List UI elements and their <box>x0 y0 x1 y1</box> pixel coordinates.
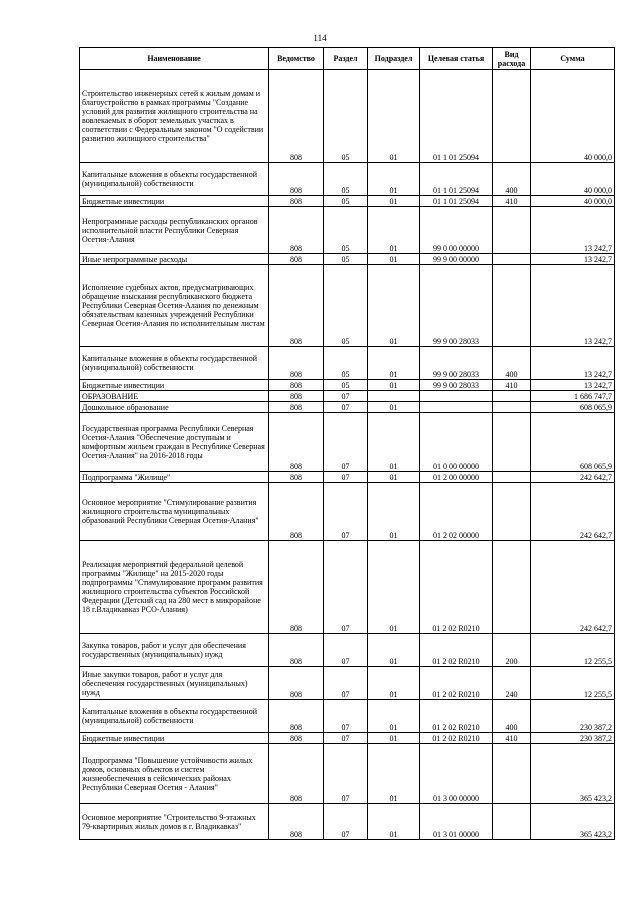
cell-expense-type: 400 <box>493 163 531 196</box>
cell-sum: 13 242,7 <box>531 347 615 380</box>
cell-expense-type <box>493 744 531 804</box>
cell-expense-type: 410 <box>493 733 531 744</box>
cell-department: 808 <box>269 413 324 472</box>
cell-expense-type: 240 <box>493 667 531 700</box>
cell-sum: 230 387,2 <box>531 700 615 733</box>
cell-name: Непрограммные расходы республиканских органов исполнительной власти Республики Северная Осетия-Алания <box>80 207 269 254</box>
cell-department: 808 <box>269 634 324 667</box>
cell-subsection: 01 <box>368 265 420 347</box>
table-row <box>80 472 615 483</box>
cell-sum: 230 387,2 <box>531 733 615 744</box>
cell-target-article: 99 9 00 00000 <box>420 254 493 265</box>
table-row <box>80 744 615 804</box>
cell-sum: 365 423,2 <box>531 744 615 804</box>
cell-expense-type <box>493 472 531 483</box>
cell-name: Государственная программа Республики Северная Осетия-Алания "Обеспечение доступным и комфортным жильем граждан в Республике Северная Осетия-Алания" на 2016-2018 годы <box>80 413 269 472</box>
cell-sum: 13 242,7 <box>531 254 615 265</box>
cell-expense-type: 410 <box>493 196 531 207</box>
cell-subsection: 01 <box>368 667 420 700</box>
table-row <box>80 70 615 163</box>
header-expense-type: Вид расхода <box>493 48 531 70</box>
table-row <box>80 483 615 541</box>
cell-subsection <box>368 391 420 402</box>
header-section: Раздел <box>324 48 368 70</box>
cell-name: Капитальные вложения в объекты государственной (муниципальной) собственности <box>80 163 269 196</box>
cell-department: 808 <box>269 541 324 634</box>
cell-section: 07 <box>324 391 368 402</box>
table-row <box>80 413 615 472</box>
cell-target-article <box>420 391 493 402</box>
table-row <box>80 700 615 733</box>
cell-name: Основное мероприятие "Стимулирование развития жилищного строительства муниципальных образований Республики Северная Осетия-Алания" <box>80 483 269 541</box>
cell-expense-type <box>493 413 531 472</box>
cell-section: 05 <box>324 70 368 163</box>
cell-name: Основное мероприятие "Строительство 9-этажных 79-квартирных жилых домов в г. Владикавказ" <box>80 804 269 840</box>
table-row <box>80 347 615 380</box>
table-row <box>80 541 615 634</box>
table-row <box>80 207 615 254</box>
cell-department: 808 <box>269 733 324 744</box>
cell-target-article: 01 1 01 25094 <box>420 163 493 196</box>
cell-subsection: 01 <box>368 541 420 634</box>
table-row <box>80 667 615 700</box>
table-header-row <box>80 48 615 70</box>
cell-sum: 40 000,0 <box>531 196 615 207</box>
cell-expense-type: 410 <box>493 380 531 391</box>
cell-department: 808 <box>269 265 324 347</box>
cell-name: Бюджетные инвестиции <box>80 196 269 207</box>
cell-sum: 13 242,7 <box>531 207 615 254</box>
cell-sum: 13 242,7 <box>531 380 615 391</box>
cell-expense-type <box>493 254 531 265</box>
table-row <box>80 402 615 413</box>
cell-target-article: 01 2 02 R0210 <box>420 667 493 700</box>
cell-target-article: 01 2 02 R0210 <box>420 700 493 733</box>
cell-subsection: 01 <box>368 402 420 413</box>
cell-section: 07 <box>324 402 368 413</box>
cell-subsection: 01 <box>368 733 420 744</box>
cell-expense-type <box>493 402 531 413</box>
cell-section: 05 <box>324 265 368 347</box>
cell-expense-type: 400 <box>493 700 531 733</box>
cell-section: 05 <box>324 347 368 380</box>
table-row <box>80 265 615 347</box>
cell-target-article: 01 2 02 R0210 <box>420 634 493 667</box>
table-row <box>80 196 615 207</box>
cell-target-article: 01 2 00 00000 <box>420 472 493 483</box>
table-row <box>80 254 615 265</box>
cell-target-article: 01 1 01 25094 <box>420 70 493 163</box>
cell-name: Строительство инженерных сетей к жилым домам и благоустройство в рамках программы "Создание условий для развития жилищного строительства на вовлекаемых в оборот земельных участках в соответствии с Федеральным законом "О содействии развитию жилищного строительства" <box>80 70 269 163</box>
cell-subsection: 01 <box>368 196 420 207</box>
cell-subsection: 01 <box>368 413 420 472</box>
table-row <box>80 804 615 840</box>
cell-subsection: 01 <box>368 483 420 541</box>
table-body <box>80 70 615 840</box>
cell-target-article: 99 9 00 28033 <box>420 347 493 380</box>
cell-department: 808 <box>269 254 324 265</box>
header-name: Наименование <box>80 48 269 70</box>
cell-section: 07 <box>324 483 368 541</box>
cell-department: 808 <box>269 744 324 804</box>
cell-expense-type: 400 <box>493 347 531 380</box>
cell-department: 808 <box>269 700 324 733</box>
cell-sum: 608 065,9 <box>531 413 615 472</box>
cell-target-article: 01 3 01 00000 <box>420 804 493 840</box>
cell-name: Иные непрограммные расходы <box>80 254 269 265</box>
cell-sum: 608 065,9 <box>531 402 615 413</box>
cell-expense-type <box>493 541 531 634</box>
cell-department: 808 <box>269 472 324 483</box>
table-row <box>80 634 615 667</box>
cell-department: 808 <box>269 402 324 413</box>
page-number: 114 <box>313 33 327 43</box>
cell-section: 07 <box>324 541 368 634</box>
table-row <box>80 380 615 391</box>
cell-target-article: 01 3 00 00000 <box>420 744 493 804</box>
cell-department: 808 <box>269 667 324 700</box>
cell-expense-type <box>493 207 531 254</box>
cell-name: Реализация мероприятий федеральной целевой программы "Жилище" на 2015-2020 годы подпрограммы "Стимулирование программ развития жилищного строительства субъектов Российской Федерации (Детский сад на 280 мест в микрорайоне 18 г.Владикавказ РСО-Алания) <box>80 541 269 634</box>
cell-expense-type <box>493 70 531 163</box>
cell-subsection: 01 <box>368 634 420 667</box>
cell-name: Подпрограмма "Жилище" <box>80 472 269 483</box>
cell-section: 05 <box>324 163 368 196</box>
cell-section: 07 <box>324 700 368 733</box>
cell-subsection: 01 <box>368 804 420 840</box>
cell-section: 07 <box>324 634 368 667</box>
cell-sum: 365 423,2 <box>531 804 615 840</box>
cell-expense-type <box>493 483 531 541</box>
cell-name: Иные закупки товаров, работ и услуг для обеспечения государственных (муниципальных) нужд <box>80 667 269 700</box>
cell-subsection: 01 <box>368 700 420 733</box>
cell-expense-type: 200 <box>493 634 531 667</box>
cell-subsection: 01 <box>368 744 420 804</box>
cell-subsection: 01 <box>368 254 420 265</box>
header-department: Ведомство <box>269 48 324 70</box>
cell-section: 07 <box>324 413 368 472</box>
cell-sum: 13 242,7 <box>531 265 615 347</box>
cell-subsection: 01 <box>368 472 420 483</box>
cell-name: Исполнение судебных актов, предусматривающих обращение взыскания республиканского бюджета Республики Северная Осетия-Алания по денежным обязательствам казенных учреждений Республики Северная Осетия-Алания по исполнительным листам <box>80 265 269 347</box>
cell-sum: 12 255,5 <box>531 667 615 700</box>
cell-department: 808 <box>269 804 324 840</box>
cell-department: 808 <box>269 483 324 541</box>
cell-subsection: 01 <box>368 380 420 391</box>
cell-expense-type <box>493 804 531 840</box>
cell-section: 07 <box>324 744 368 804</box>
cell-section: 05 <box>324 196 368 207</box>
cell-subsection: 01 <box>368 347 420 380</box>
cell-subsection: 01 <box>368 207 420 254</box>
cell-target-article: 99 0 00 00000 <box>420 207 493 254</box>
cell-target-article: 01 2 02 R0210 <box>420 541 493 634</box>
cell-section: 05 <box>324 380 368 391</box>
cell-target-article <box>420 402 493 413</box>
cell-sum: 242 642,7 <box>531 472 615 483</box>
cell-name: ОБРАЗОВАНИЕ <box>80 391 269 402</box>
header-sum: Сумма <box>531 48 615 70</box>
header-target-article: Целевая статья <box>420 48 493 70</box>
cell-department: 808 <box>269 163 324 196</box>
cell-name: Капитальные вложения в объекты государственной (муниципальной) собственности <box>80 700 269 733</box>
cell-section: 07 <box>324 804 368 840</box>
cell-target-article: 99 9 00 28033 <box>420 380 493 391</box>
cell-subsection: 01 <box>368 70 420 163</box>
cell-sum: 242 642,7 <box>531 483 615 541</box>
table-row <box>80 733 615 744</box>
budget-table <box>79 47 615 840</box>
table-row <box>80 391 615 402</box>
cell-target-article: 01 1 01 25094 <box>420 196 493 207</box>
cell-name: Бюджетные инвестиции <box>80 733 269 744</box>
cell-section: 05 <box>324 254 368 265</box>
cell-section: 07 <box>324 667 368 700</box>
cell-target-article: 01 2 02 R0210 <box>420 733 493 744</box>
cell-name: Закупка товаров, работ и услуг для обеспечения государственных (муниципальных) нужд <box>80 634 269 667</box>
cell-section: 07 <box>324 733 368 744</box>
cell-department: 808 <box>269 70 324 163</box>
cell-section: 07 <box>324 472 368 483</box>
cell-sum: 40 000,0 <box>531 70 615 163</box>
cell-department: 808 <box>269 207 324 254</box>
cell-expense-type <box>493 265 531 347</box>
header-subsection: Подраздел <box>368 48 420 70</box>
cell-department: 808 <box>269 347 324 380</box>
cell-target-article: 99 9 00 28033 <box>420 265 493 347</box>
cell-expense-type <box>493 391 531 402</box>
cell-name: Капитальные вложения в объекты государственной (муниципальной) собственности <box>80 347 269 380</box>
cell-sum: 12 255,5 <box>531 634 615 667</box>
cell-target-article: 01 2 02 00000 <box>420 483 493 541</box>
cell-name: Подпрограмма "Повышение устойчивости жилых домов, основных объектов и систем жизнеобеспечения в сейсмических районах Республики Северная Осетия - Алания" <box>80 744 269 804</box>
cell-department: 808 <box>269 196 324 207</box>
cell-sum: 242 642,7 <box>531 541 615 634</box>
cell-sum: 1 686 747,7 <box>531 391 615 402</box>
cell-name: Бюджетные инвестиции <box>80 380 269 391</box>
cell-department: 808 <box>269 391 324 402</box>
cell-target-article: 01 0 00 00000 <box>420 413 493 472</box>
cell-department: 808 <box>269 380 324 391</box>
cell-subsection: 01 <box>368 163 420 196</box>
cell-section: 05 <box>324 207 368 254</box>
table-row <box>80 163 615 196</box>
cell-name: Дошкольное образование <box>80 402 269 413</box>
cell-sum: 40 000,0 <box>531 163 615 196</box>
